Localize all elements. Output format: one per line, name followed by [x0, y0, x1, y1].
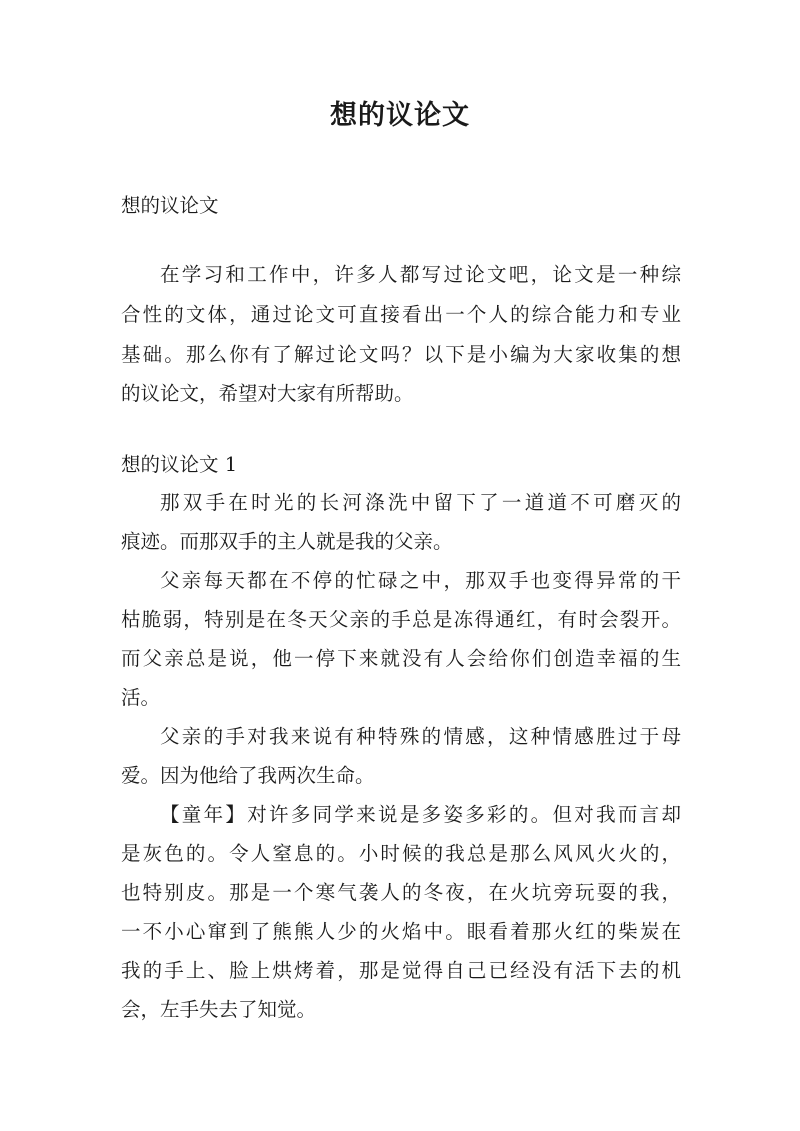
paragraph-line: 而父亲总是说，他一停下来就没有人会给你们创造幸福的生	[121, 647, 681, 670]
document-title: 想的议论文	[330, 100, 470, 131]
paragraph-line: 一不小心窜到了熊熊人少的火焰中。眼看着那火红的柴炭在	[121, 920, 681, 943]
paragraph-line: 【童年】对许多同学来说是多姿多彩的。但对我而言却	[160, 803, 681, 826]
subtitle: 想的议论文	[121, 194, 219, 217]
paragraph-line: 父亲每天都在不停的忙碌之中，那双手也变得异常的干	[160, 569, 681, 592]
paragraph-line: 父亲的手对我来说有种特殊的情感，这种情感胜过于母	[160, 725, 681, 748]
paragraph-line: 爱。因为他给了我两次生命。	[121, 764, 375, 787]
intro-line: 的议论文，希望对大家有所帮助。	[121, 382, 414, 405]
paragraph-line: 是灰色的。令人窒息的。小时候的我总是那么风风火火的，	[121, 842, 681, 865]
intro-line: 合性的文体，通过论文可直接看出一个人的综合能力和专业	[121, 303, 681, 326]
paragraph-line: 那双手在时光的长河涤洗中留下了一道道不可磨灭的	[160, 491, 681, 514]
paragraph-line: 会，左手失去了知觉。	[121, 998, 317, 1021]
paragraph-line: 也特别皮。那是一个寒气袭人的冬夜，在火坑旁玩耍的我，	[121, 881, 681, 904]
paragraph-line: 活。	[121, 686, 161, 709]
paragraph-line: 痕迹。而那双手的主人就是我的父亲。	[121, 530, 453, 553]
paragraph-line: 枯脆弱，特别是在冬天父亲的手总是冻得通红，有时会裂开。	[121, 608, 681, 631]
intro-line: 在学习和工作中，许多人都写过论文吧，论文是一种综	[160, 263, 681, 286]
paragraph-line: 我的手上、脸上烘烤着，那是觉得自己已经没有活下去的机	[121, 959, 681, 982]
section-heading: 想的议论文 1	[121, 453, 238, 476]
intro-line: 基础。那么你有了解过论文吗？以下是小编为大家收集的想	[121, 343, 681, 366]
